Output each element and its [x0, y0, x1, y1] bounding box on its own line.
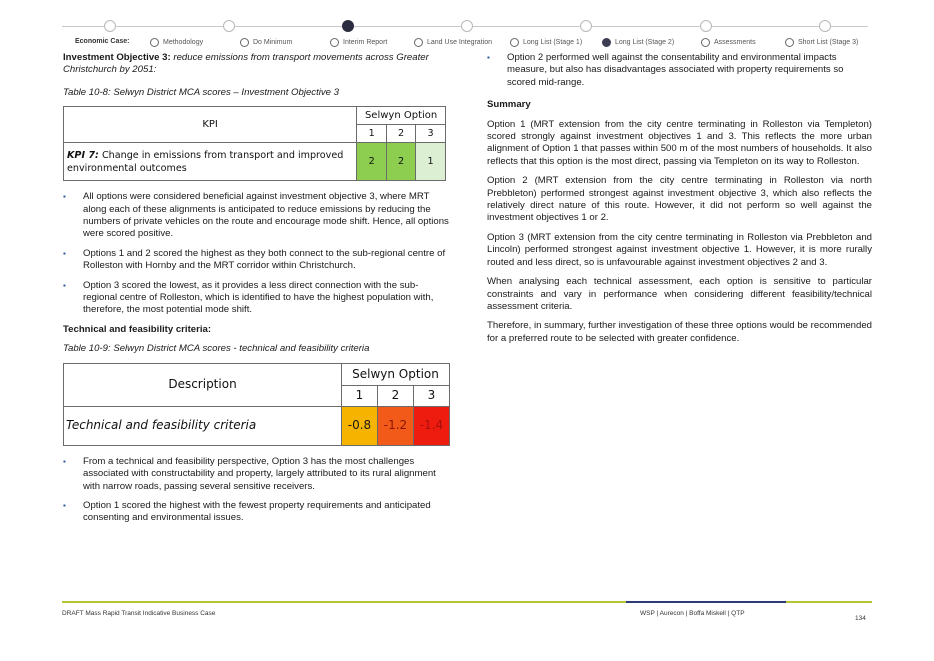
summary-heading: Summary	[487, 99, 531, 111]
option-header: 1	[357, 125, 387, 143]
radio-icon	[785, 38, 794, 47]
table-caption: Table 10-9: Selwyn District MCA scores - technical and feasibility criteria	[63, 343, 370, 355]
nav-item-short-list-stage-3[interactable]	[785, 38, 858, 47]
nav-item-label: Methodology	[163, 39, 204, 46]
option-header: 2	[387, 125, 416, 143]
list-item: ▪ Option 3 scored the lowest, as it provides a less direct connection with the sub-regional centre of Rolleston, which is identified to have the highest population with, therefore, the most potential mode shift.	[63, 280, 451, 317]
right-bullets	[487, 52, 872, 89]
progress-step-dot	[580, 20, 592, 32]
summary-paragraph: Option 3 (MRT extension from the city centre terminating in Rolleston via Prebbleton and Lincoln) performed strongest against investment objective 1. However, it is more rurally routed and less direct, so is unfavourable against investment objectives 2 and 3.	[487, 231, 872, 268]
radio-icon	[150, 38, 159, 47]
summary-paragraph: When analysing each technical assessment, each option is sensitive to particular constraints and vary in performance when considering different feasibility/technical assessment criteria.	[487, 276, 872, 312]
left-column	[63, 52, 451, 532]
nav-item-label: Assessments	[714, 39, 756, 46]
nav-item-interim-report[interactable]	[330, 38, 387, 47]
option-header: 3	[416, 125, 446, 143]
objective-statement	[63, 52, 451, 77]
radio-icon	[510, 38, 519, 47]
nav-item-land-use-integration[interactable]	[414, 38, 492, 47]
progress-step-dot	[223, 20, 235, 32]
right-column	[487, 52, 872, 352]
list-item: ▪ Option 1 scored the highest with the fewest property requirements and anticipated consenting and environmental issues.	[63, 500, 451, 525]
list-item: ▪ Option 2 performed well against the consentability and environmental impacts measure, but also has disadvantages associated with property requirements so scored mid-range.	[487, 52, 872, 89]
nav-item-label: Land Use Integration	[427, 39, 492, 46]
progress-nav	[0, 0, 934, 52]
score-cell: 2	[357, 143, 387, 181]
nav-item-label: Short List (Stage 3)	[798, 39, 859, 46]
radio-icon	[240, 38, 249, 47]
summary-paragraph: Option 1 (MRT extension from the city centre terminating in Rolleston via Templeton) scored strongly against investment objectives 1 and 3. This reflects the more urban alignment of Option 1 that passes within 500 m of the most numbers of households. It also reflects that this option is the most direct, passing via Templeton on its way to Rolleston.	[487, 118, 872, 167]
kpi-row-label	[64, 143, 357, 181]
progress-step-dot	[461, 20, 473, 32]
nav-item-long-list-stage-2[interactable]	[602, 38, 674, 47]
list-item: ▪ Options 1 and 2 scored the highest as they both connect to the sub-regional centre of Rolleston with Hornby and the MRT corridor within Christchurch.	[63, 248, 451, 273]
score-cell: -1.2	[378, 406, 414, 445]
score-cell: 2	[387, 143, 416, 181]
column-header-selwyn-option: Selwyn Option	[342, 363, 450, 385]
nav-item-long-list-stage-1[interactable]	[510, 38, 582, 47]
footer-rule-accent	[626, 601, 786, 603]
progress-step-dot	[104, 20, 116, 32]
criteria-row-label: Technical and feasibility criteria	[64, 406, 342, 445]
objective-text: reduce emissions from transport movements across Greater Christchurch by 2051:	[63, 52, 429, 76]
nav-item-assessments[interactable]	[701, 38, 756, 47]
score-cell: -0.8	[342, 406, 378, 445]
option-header: 3	[414, 385, 450, 406]
nav-item-label: Long List (Stage 1)	[523, 39, 583, 46]
option-header: 1	[342, 385, 378, 406]
summary-paragraph: Therefore, in summary, further investigation of these three options would be recommended for a preferred route to be selected with greater confidence.	[487, 320, 872, 344]
page-number: 134	[855, 615, 866, 622]
table-caption: Table 10-8: Selwyn District MCA scores – Investment Objective 3	[63, 86, 340, 98]
objective-bullets	[63, 191, 451, 317]
score-cell: 1	[416, 143, 446, 181]
nav-item-label: Interim Report	[343, 39, 388, 46]
column-header-selwyn-option: Selwyn Option	[357, 107, 446, 125]
kpi-description: Change in emissions from transport and improved environmental outcomes	[67, 149, 344, 174]
nav-item-do-minimum[interactable]	[240, 38, 292, 47]
radio-icon	[414, 38, 423, 47]
objective-label: Investment Objective 3:	[63, 52, 171, 63]
kpi-score-table	[63, 106, 446, 181]
technical-score-table	[63, 363, 450, 446]
progress-step-dot	[819, 20, 831, 32]
radio-selected-icon	[602, 38, 611, 47]
nav-item-methodology[interactable]	[150, 38, 203, 47]
radio-icon	[330, 38, 339, 47]
list-item: ▪ From a technical and feasibility perspective, Option 3 has the most challenges associated with constructability and property, largely attributed to its rural alignment with narrow roads, passing several sensitive receivers.	[63, 456, 451, 493]
section-heading: Technical and feasibility criteria:	[63, 323, 212, 335]
kpi-id: KPI 7:	[67, 149, 99, 161]
nav-label: Economic Case:	[75, 38, 130, 45]
column-header-kpi: KPI	[64, 107, 357, 143]
option-header: 2	[378, 385, 414, 406]
nav-item-label: Long List (Stage 2)	[615, 39, 675, 46]
footer-document-title: DRAFT Mass Rapid Transit Indicative Business Case	[62, 610, 216, 617]
column-header-description: Description	[64, 363, 342, 406]
radio-icon	[701, 38, 710, 47]
score-cell: -1.4	[414, 406, 450, 445]
nav-item-label: Do Minimum	[253, 39, 293, 46]
summary-paragraph: Option 2 (MRT extension from the city centre terminating in Rolleston via north Prebbleton) performed strongest against investment objective 3, which also reflects the relatively direct nature of this route. However, it did not perform so well against the investment objectives 1 or 2.	[487, 175, 872, 224]
technical-bullets	[63, 456, 451, 525]
progress-step-dot-current	[342, 20, 354, 32]
progress-step-dot	[700, 20, 712, 32]
footer-partners: WSP | Aurecon | Boffa Miskell | QTP	[640, 610, 745, 617]
list-item: ▪ All options were considered beneficial against investment objective 3, where MRT along each of these alignments is anticipated to reduce emissions by reducing the numbers of private vehicles on the route and encourage mode shift. Hence, all options were scored positive.	[63, 191, 451, 241]
